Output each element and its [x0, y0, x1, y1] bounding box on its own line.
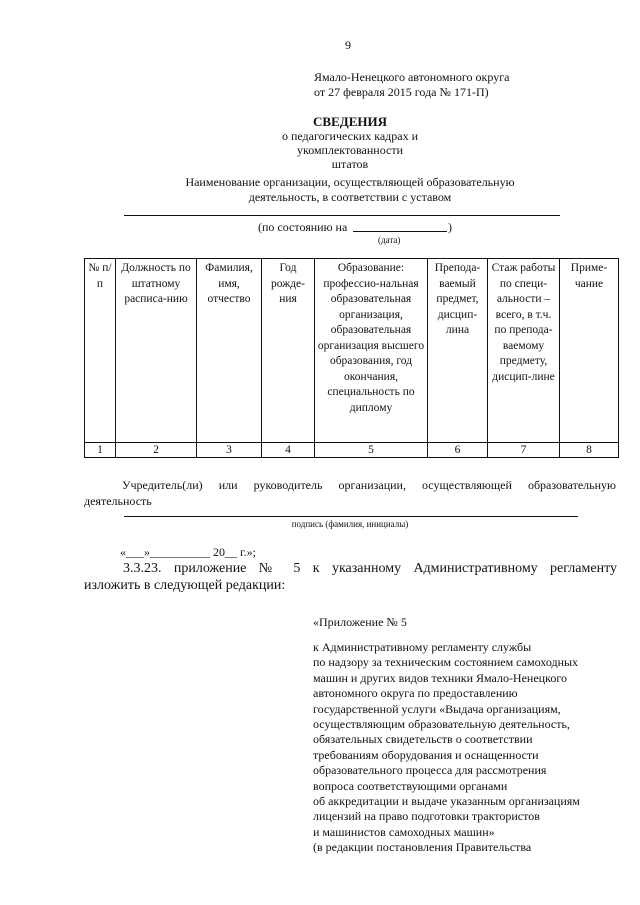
title-subtitle-1: о педагогических кадрах и укомплектованности — [281, 129, 419, 157]
appendix-line: осуществляющим образовательную деятельность, — [313, 717, 570, 732]
appendix-line: лицензий на право подготовки трактористов — [313, 809, 540, 824]
clause-line-1: 3.3.23. приложение № 5 к указанному Административному регламенту — [123, 561, 617, 576]
founder-text: Учредитель(ли) или руководитель организации, осуществляющей образовательную деятельность — [84, 478, 616, 508]
appendix-line: машин и других видов техники Ямало-Ненецкого — [313, 670, 567, 685]
column-number-2: 2 — [116, 443, 197, 458]
signature-caption: подпись (фамилия, инициалы) — [291, 519, 409, 529]
header-full-name: Фамилия, имя, отчество — [197, 259, 262, 443]
column-number-5: 5 — [315, 443, 428, 458]
page-title: СВЕДЕНИЯ — [313, 114, 387, 129]
appendix-line: и машинистов самоходных машин» — [313, 824, 495, 839]
header-note: Приме-чание — [560, 259, 619, 443]
header-birth-year: Год рожде-ния — [262, 259, 315, 443]
column-number-8: 8 — [560, 443, 619, 458]
as-of-close: ) — [448, 220, 452, 234]
column-number-6: 6 — [428, 443, 488, 458]
staff-table — [84, 258, 619, 458]
appendix-line: по надзору за техническим состоянием самоходных — [313, 655, 579, 670]
appendix-line: требованиям оборудования и оснащенности — [313, 747, 539, 762]
appendix-line: (в редакции постановления Правительства — [313, 840, 532, 855]
page-number: 9 — [345, 38, 351, 52]
table-header-row — [85, 259, 619, 443]
title-subtitle-2: штатов — [331, 157, 369, 171]
table-row — [85, 443, 619, 458]
as-of-date-line — [353, 231, 447, 232]
signature-line — [124, 516, 578, 517]
appendix-line: обязательных свидетельств о соответствии — [313, 732, 533, 747]
header-line-1: Ямало-Ненецкого автономного округа — [314, 70, 510, 84]
appendix-title: «Приложение № 5 — [313, 615, 407, 629]
appendix-line: вопроса соответствующими органами — [313, 778, 508, 793]
organization-line-1: Наименование организации, осуществляющей образовательную — [185, 175, 515, 189]
header-line-2: от 27 февраля 2015 года № 171-П) — [314, 85, 489, 99]
title-block — [230, 114, 470, 171]
header-education: Образование: профессио-нальная образовательная организация, образовательная организация высшего образования, год окончания, специальность по диплому — [315, 259, 428, 443]
appendix-line: автономного округа по предоставлению — [313, 686, 518, 701]
header-position: Должность по штатному расписа-нию — [116, 259, 197, 443]
appendix-line: образовательного процесса для рассмотрения — [313, 763, 547, 778]
appendix-line: к Административному регламенту службы — [313, 640, 532, 654]
appendix-block — [313, 640, 613, 856]
column-number-3: 3 — [197, 443, 262, 458]
header-subject: Препода-ваемый предмет, дисцип-лина — [428, 259, 488, 443]
column-number-1: 1 — [85, 443, 116, 458]
clause-line-2: изложить в следующей редакции: — [84, 578, 286, 593]
organization-line-2: деятельность, в соответствии с уставом — [248, 190, 452, 204]
header-number: № п/п — [85, 259, 116, 443]
column-number-7: 7 — [488, 443, 560, 458]
as-of-label: (по состоянию на — [258, 220, 348, 234]
appendix-line: об аккредитации и выдаче указанным организациям — [313, 794, 580, 809]
column-number-4: 4 — [262, 443, 315, 458]
header-experience: Стаж работы по специ-альности – всего, в т.ч. по препода-ваемому предмету, дисцип-лине — [488, 259, 560, 443]
appendix-line: государственной услуги «Выдача организациям, — [313, 701, 561, 716]
organization-name-line — [124, 215, 560, 216]
date-line: «___»__________ 20__ г.»; — [120, 545, 256, 559]
header-reference — [314, 70, 614, 100]
organization-block — [150, 175, 550, 205]
date-caption: (дата) — [378, 235, 401, 245]
